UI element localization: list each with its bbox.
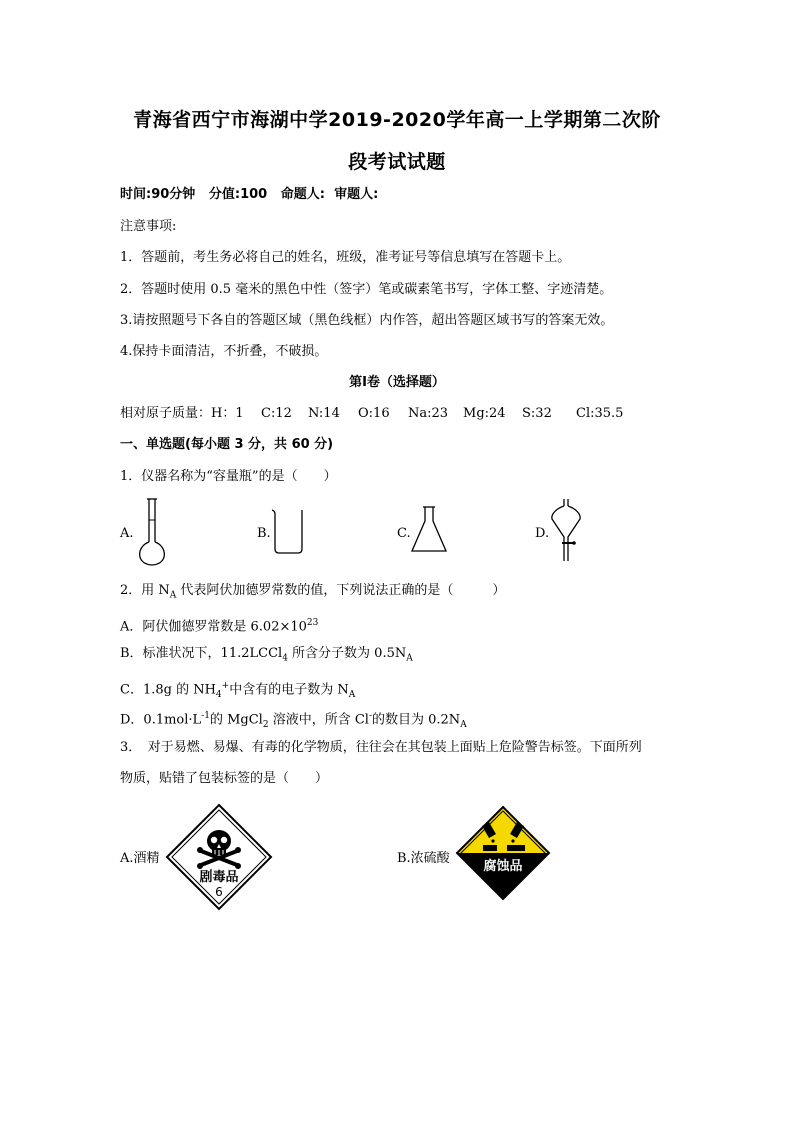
exam-title-line1: 青海省西宁市海湖中学2019-2020学年高一上学期第二次阶 bbox=[133, 109, 661, 131]
corrosive-label-text: 腐蚀品 bbox=[483, 859, 523, 874]
toxic-label-text: 剧毒品 bbox=[199, 870, 239, 885]
atomic-mass-s: S:32 bbox=[522, 406, 552, 421]
q3-stem-line1: 3． 对于易燃、易爆、有毒的化学物质，往往会在其包装上面贴上危险警告标签。下面所列 bbox=[120, 740, 642, 755]
exam-title-line2: 段考试试题 bbox=[348, 151, 446, 173]
atomic-mass-cl: Cl:35.5 bbox=[576, 406, 624, 421]
q1-option-a-label: A. bbox=[120, 526, 134, 541]
q2-stem-text: 2．用 N bbox=[120, 583, 170, 598]
q2-option-a-sup: 23 bbox=[306, 618, 319, 628]
q2-option-b-sub: 4 bbox=[282, 653, 288, 664]
q2-option-c-text-rest: 中含有的电子数为 N bbox=[229, 682, 349, 698]
q2-option-d-sub2: A bbox=[460, 719, 467, 730]
conical-flask-icon bbox=[410, 505, 450, 555]
q1-stem: 1．仪器名称为“容量瓶”的是（ ） bbox=[120, 469, 337, 484]
q3-stem-line2: 物质，贴错了包装标签的是（ ） bbox=[120, 771, 329, 786]
q2-option-d-sub: 2 bbox=[262, 719, 269, 730]
q2-option-c bbox=[120, 677, 355, 704]
part1-heading: 一、单选题(每小题 3 分，共 60 分) bbox=[120, 437, 334, 452]
corrosive-label-icon bbox=[455, 805, 551, 901]
q2-option-d-text: D．0.1mol·L bbox=[120, 712, 202, 728]
q2-stem-sub: A bbox=[169, 590, 177, 601]
q1-option-d-label: D. bbox=[535, 526, 550, 541]
q2-option-b-text: B．标准状况下，11.2LCCl bbox=[120, 646, 283, 661]
atomic-mass-c: C:12 bbox=[261, 406, 292, 421]
q1-option-c-label: C. bbox=[397, 526, 411, 541]
atomic-masses bbox=[120, 405, 623, 423]
q2-option-d-sup2: - bbox=[368, 711, 372, 721]
volumetric-flask-icon bbox=[133, 496, 173, 568]
q3-option-b-label: B.浓硫酸 bbox=[397, 851, 450, 866]
note-item-3: 3.请按照题号下各自的答题区域（黑色线框）内作答，超出答题区域书写的答案无效。 bbox=[120, 313, 614, 328]
separatory-funnel-icon bbox=[547, 497, 587, 569]
q2-option-a bbox=[120, 614, 318, 636]
q2-option-c-text: C．1.8g 的 NH bbox=[120, 682, 216, 698]
q2-option-b-text-rest: 所含分子数为 0.5N bbox=[287, 646, 407, 661]
q2-option-b bbox=[120, 645, 413, 668]
q2-stem-text-rest: 代表阿伏加德罗常数的值，下列说法正确的是（ ） bbox=[176, 583, 506, 598]
atomic-mass-na: Na:23 bbox=[408, 406, 449, 421]
q2-option-c-sub2: A bbox=[348, 689, 356, 700]
note-item-1: 1．答题前，考生务必将自己的姓名，班级，准考证号等信息填写在答题卡上。 bbox=[120, 250, 571, 265]
atomic-mass-h: H：1 bbox=[211, 406, 244, 421]
toxic-label-number: 6 bbox=[215, 885, 223, 899]
section-title: 第Ⅰ卷（选择题） bbox=[349, 375, 445, 390]
score-label: 分值: bbox=[208, 187, 241, 202]
q2-option-d-sup: -1 bbox=[201, 711, 210, 721]
atomic-mass-mg: Mg:24 bbox=[463, 406, 506, 421]
note-item-2: 2．答题时使用 0.5 毫米的黑色中性（签字）笔或碳素笔书写，字体工整、字迹清楚。 bbox=[120, 282, 613, 297]
q2-option-c-sup: + bbox=[221, 681, 230, 691]
exam-info bbox=[120, 186, 378, 204]
q2-option-c-sub: 4 bbox=[215, 689, 222, 700]
reviewer-label: 审题人: bbox=[334, 187, 379, 202]
q2-option-b-sub2: A bbox=[406, 653, 413, 664]
q2-option-d bbox=[120, 707, 467, 734]
time-value: 90分钟 bbox=[151, 187, 196, 202]
q2-stem bbox=[120, 582, 505, 605]
notes-heading: 注意事项: bbox=[120, 219, 177, 234]
toxic-label-icon bbox=[165, 803, 273, 911]
q2-option-d-text-3: 溶液中，所含 Cl bbox=[268, 712, 369, 728]
corrosive-yellow-half bbox=[455, 805, 551, 853]
atomic-masses-label: 相对原子质量： bbox=[120, 406, 212, 421]
atomic-mass-n: N:14 bbox=[308, 406, 340, 421]
q2-option-d-text-4: 的数目为 0.2N bbox=[372, 712, 461, 728]
author-label: 命题人: bbox=[280, 187, 325, 202]
time-label: 时间: bbox=[120, 187, 152, 202]
q3-option-a-label: A.酒精 bbox=[120, 851, 160, 866]
score-value: 100 bbox=[240, 187, 268, 202]
q1-option-b-label: B. bbox=[257, 526, 271, 541]
q2-option-a-text: A．阿伏伽德罗常数是 6.02×10 bbox=[120, 619, 307, 635]
beaker-icon bbox=[270, 507, 306, 555]
note-item-4: 4.保持卡面清洁，不折叠，不破损。 bbox=[120, 344, 328, 359]
atomic-mass-o: O:16 bbox=[358, 406, 390, 421]
q2-option-d-text-2: 的 MgCl bbox=[209, 712, 263, 728]
